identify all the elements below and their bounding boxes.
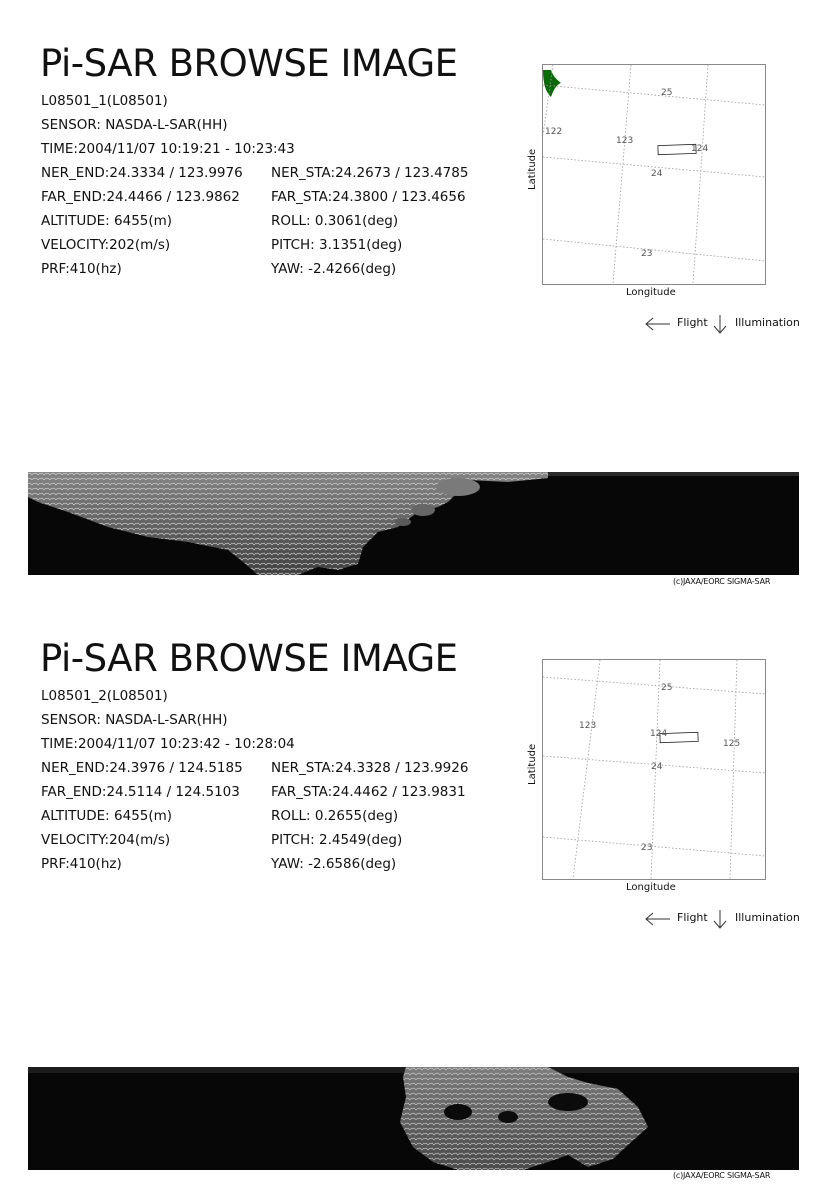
map-grid xyxy=(543,65,765,284)
direction-legend xyxy=(644,313,804,335)
grid-label: 25 xyxy=(661,683,673,693)
grid-label: 123 xyxy=(579,721,597,731)
grid-label: 125 xyxy=(723,739,741,749)
page-title: Pi-SAR BROWSE IMAGE xyxy=(40,637,458,680)
flight-arrow-icon xyxy=(644,317,672,331)
latitude-label: Latitude xyxy=(527,148,538,190)
direction-legend xyxy=(644,908,804,930)
copyright-credit: (c)JAXA/EORC SIGMA-SAR xyxy=(673,577,771,586)
longitude-label: Longitude xyxy=(626,287,676,298)
info-right-column xyxy=(271,756,468,876)
illumination-arrow-icon xyxy=(713,314,727,334)
far-sta-text: FAR_STA:24.3800 / 123.4656 xyxy=(271,189,466,205)
grid-label: 23 xyxy=(641,843,653,853)
info-left-column xyxy=(41,89,295,281)
flight-label: Flight xyxy=(677,911,708,924)
land-shape xyxy=(543,70,561,97)
info-left-column xyxy=(41,684,295,876)
yaw-text: YAW: -2.6586(deg) xyxy=(271,856,397,872)
ner-sta-text: NER_STA:24.2673 / 123.4785 xyxy=(271,165,469,181)
ner-end-text: NER_END:24.3976 / 124.5185 xyxy=(41,760,243,776)
scene-id: L08501_2(L08501) xyxy=(41,688,168,704)
browse-panel-2 xyxy=(0,595,822,1190)
grid-label: 123 xyxy=(616,136,634,146)
grid-label: 24 xyxy=(651,169,663,179)
velocity-text: VELOCITY:202(m/s) xyxy=(41,237,171,253)
ner-end-text: NER_END:24.3334 / 123.9976 xyxy=(41,165,243,181)
pitch-text: PITCH: 3.1351(deg) xyxy=(271,237,403,253)
sensor-text: SENSOR: NASDA-L-SAR(HH) xyxy=(41,712,228,728)
grid-label: 124 xyxy=(650,729,668,739)
pitch-text: PITCH: 2.4549(deg) xyxy=(271,832,403,848)
latitude-label: Latitude xyxy=(527,743,538,785)
info-right-column xyxy=(271,161,468,281)
prf-text: PRF:410(hz) xyxy=(41,261,122,277)
grid-label: 122 xyxy=(545,127,563,137)
grid-label: 25 xyxy=(661,88,673,98)
illumination-label: Illumination xyxy=(735,316,800,329)
illumination-arrow-icon xyxy=(713,909,727,929)
yaw-text: YAW: -2.4266(deg) xyxy=(271,261,397,277)
illumination-label: Illumination xyxy=(735,911,800,924)
sensor-text: SENSOR: NASDA-L-SAR(HH) xyxy=(41,117,228,133)
far-end-text: FAR_END:24.5114 / 124.5103 xyxy=(41,784,240,800)
grid-label: 124 xyxy=(691,144,709,154)
location-map xyxy=(542,659,766,880)
map-grid xyxy=(543,660,765,879)
roll-text: ROLL: 0.2655(deg) xyxy=(271,808,399,824)
flight-arrow-icon xyxy=(644,912,672,926)
page-title: Pi-SAR BROWSE IMAGE xyxy=(40,42,458,85)
sar-image-strip xyxy=(28,472,799,575)
altitude-text: ALTITUDE: 6455(m) xyxy=(41,808,173,824)
copyright-credit: (c)JAXA/EORC SIGMA-SAR xyxy=(673,1171,771,1180)
ner-sta-text: NER_STA:24.3328 / 123.9926 xyxy=(271,760,469,776)
scene-id: L08501_1(L08501) xyxy=(41,93,168,109)
flight-label: Flight xyxy=(677,316,708,329)
altitude-text: ALTITUDE: 6455(m) xyxy=(41,213,173,229)
sar-image-strip xyxy=(28,1067,799,1170)
location-map xyxy=(542,64,766,285)
time-text: TIME:2004/11/07 10:23:42 - 10:28:04 xyxy=(41,736,295,752)
prf-text: PRF:410(hz) xyxy=(41,856,122,872)
grid-label: 23 xyxy=(641,249,653,259)
roll-text: ROLL: 0.3061(deg) xyxy=(271,213,399,229)
velocity-text: VELOCITY:204(m/s) xyxy=(41,832,171,848)
far-end-text: FAR_END:24.4466 / 123.9862 xyxy=(41,189,240,205)
longitude-label: Longitude xyxy=(626,882,676,893)
time-text: TIME:2004/11/07 10:19:21 - 10:23:43 xyxy=(41,141,295,157)
far-sta-text: FAR_STA:24.4462 / 123.9831 xyxy=(271,784,466,800)
grid-label: 24 xyxy=(651,762,663,772)
